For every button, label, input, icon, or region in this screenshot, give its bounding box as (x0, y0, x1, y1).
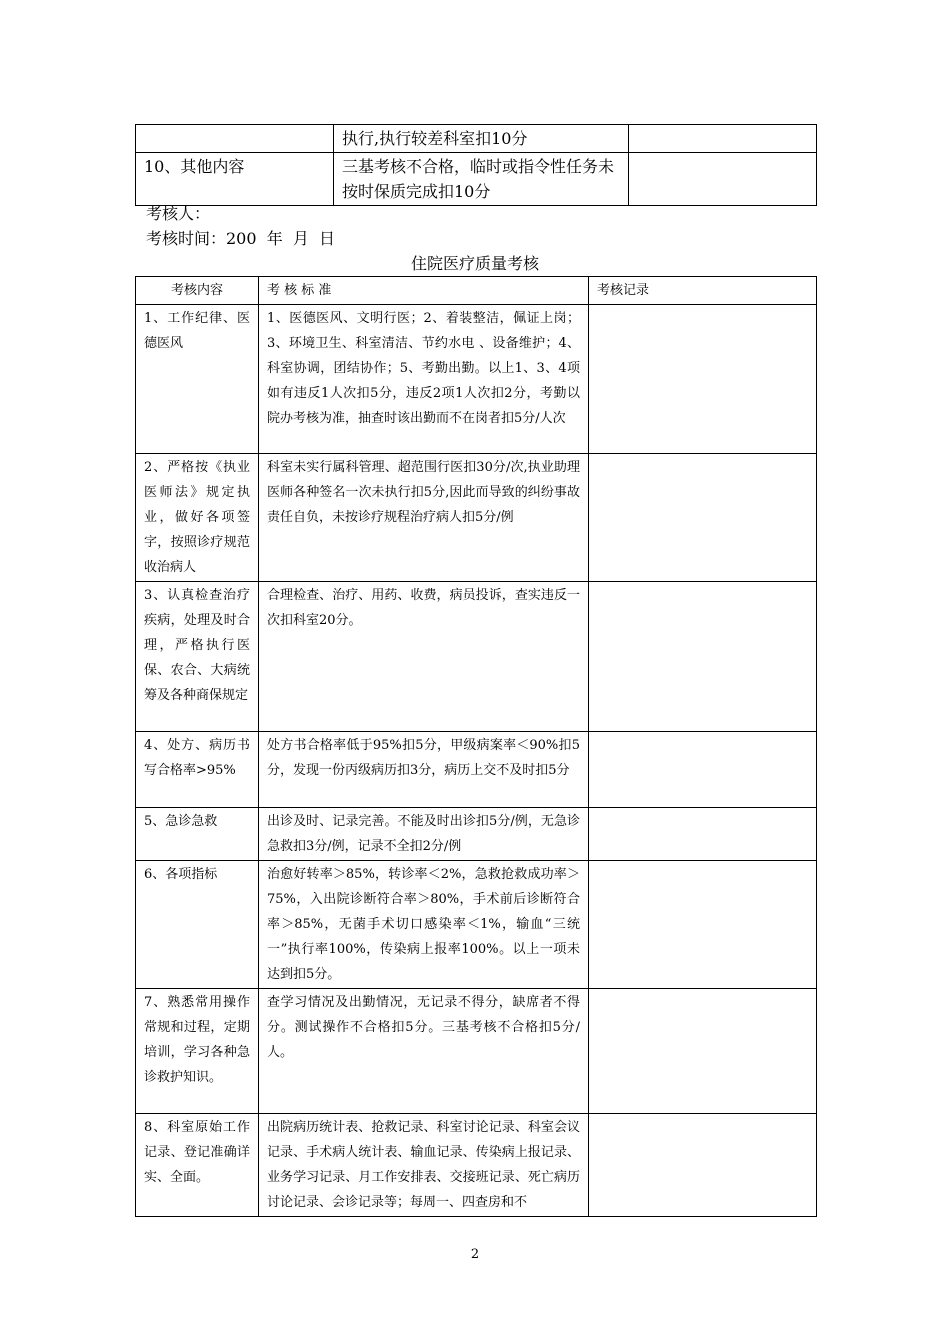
page-number: 2 (470, 1247, 480, 1262)
standard-cell: 查学习情况及出勤情况，无记录不得分，缺席者不得分。测试操作不合格扣5分。三基考核不合格扣5分/人。 (259, 989, 589, 1114)
standard-cell: 治愈好转率＞85%，转诊率＜2%，急救抢救成功率＞75%，入出院诊断符合率＞80%，手术前后诊断符合率＞85%，无菌手术切口感染率＜1%，输血“三统一”执行率100%，传染病上报率100%。以上一项未达到扣5分。 (259, 861, 589, 989)
table-row (136, 454, 817, 582)
item-cell: 7、熟悉常用操作常规和过程，定期培训，学习各种急诊救护知识。 (136, 989, 259, 1114)
record-cell (589, 989, 817, 1114)
item-cell: 2、严格按《执业医师法》规定执业，做好各项签字，按照诊疗规范收治病人 (136, 454, 259, 582)
table-row (136, 1114, 817, 1217)
quality-assessment-table (135, 276, 817, 1217)
item-cell: 6、各项指标 (136, 861, 259, 989)
record-cell (589, 732, 817, 808)
table-row (136, 861, 817, 989)
table-row (136, 125, 817, 153)
document-title: 住院医疗质量考核 (410, 254, 539, 273)
inspection-time-label: 考核时间：200 年 月 日 (146, 229, 336, 248)
item-cell: 1、工作纪律、医德医风 (136, 305, 259, 454)
standard-cell: 执行,执行较差科室扣10分 (334, 125, 629, 153)
top-assessment-table (135, 124, 817, 206)
column-header-item: 考核内容 (136, 277, 259, 305)
record-cell (589, 861, 817, 989)
standard-cell: 三基考核不合格，临时或指令性任务未按时保质完成扣10分 (334, 153, 629, 206)
standard-cell: 处方书合格率低于95%扣5分，甲级病案率＜90%扣5分，发现一份丙级病历扣3分，病历上交不及时扣5分 (259, 732, 589, 808)
table-row (136, 732, 817, 808)
standard-cell: 1、医德医风、文明行医；2、着装整洁，佩证上岗；3、环境卫生、科室清洁、节约水电 、设备维护；4、科室协调，团结协作；5、考勤出勤。以上1、3、4项如有违反1人次扣5分，违反2项1人次扣2分，考勤以院办考核为准，抽查时该出勤而不在岗者扣5分/人次 (259, 305, 589, 454)
table-row (136, 808, 817, 861)
record-cell (589, 1114, 817, 1217)
column-header-standard: 考 核 标 准 (259, 277, 589, 305)
table-row (136, 989, 817, 1114)
table-row (136, 153, 817, 206)
item-cell: 3、认真检查治疗疾病，处理及时合理，严格执行医保、农合、大病统筹及各种商保规定 (136, 582, 259, 732)
item-cell: 8、科室原始工作记录、登记准确详实、全面。 (136, 1114, 259, 1217)
item-cell: 10、其他内容 (136, 153, 334, 206)
column-header-record: 考核记录 (589, 277, 817, 305)
item-cell: 4、处方、病历书写合格率>95% (136, 732, 259, 808)
item-cell: 5、急诊急救 (136, 808, 259, 861)
record-cell (589, 305, 817, 454)
record-cell (629, 125, 817, 153)
record-cell (589, 808, 817, 861)
table-row (136, 305, 817, 454)
record-cell (589, 582, 817, 732)
standard-cell: 出诊及时、记录完善。不能及时出诊扣5分/例，无急诊急救扣3分/例，记录不全扣2分/例 (259, 808, 589, 861)
table-header-row (136, 277, 817, 305)
inspector-label: 考核人： (146, 204, 211, 223)
standard-cell: 科室未实行属科管理、超范围行医扣30分/次,执业助理医师各种签名一次未执行扣5分,因此而导致的纠纷事故责任自负，未按诊疗规程治疗病人扣5分/例 (259, 454, 589, 582)
record-cell (589, 454, 817, 582)
standard-cell: 出院病历统计表、抢救记录、科室讨论记录、科室会议记录、手术病人统计表、输血记录、传染病上报记录、业务学习记录、月工作安排表、交接班记录、死亡病历讨论记录、会诊记录等；每周一、四查房和不 (259, 1114, 589, 1217)
standard-cell: 合理检查、治疗、用药、收费，病员投诉，查实违反一次扣科室20分。 (259, 582, 589, 732)
table-row (136, 582, 817, 732)
record-cell (629, 153, 817, 206)
item-cell (136, 125, 334, 153)
